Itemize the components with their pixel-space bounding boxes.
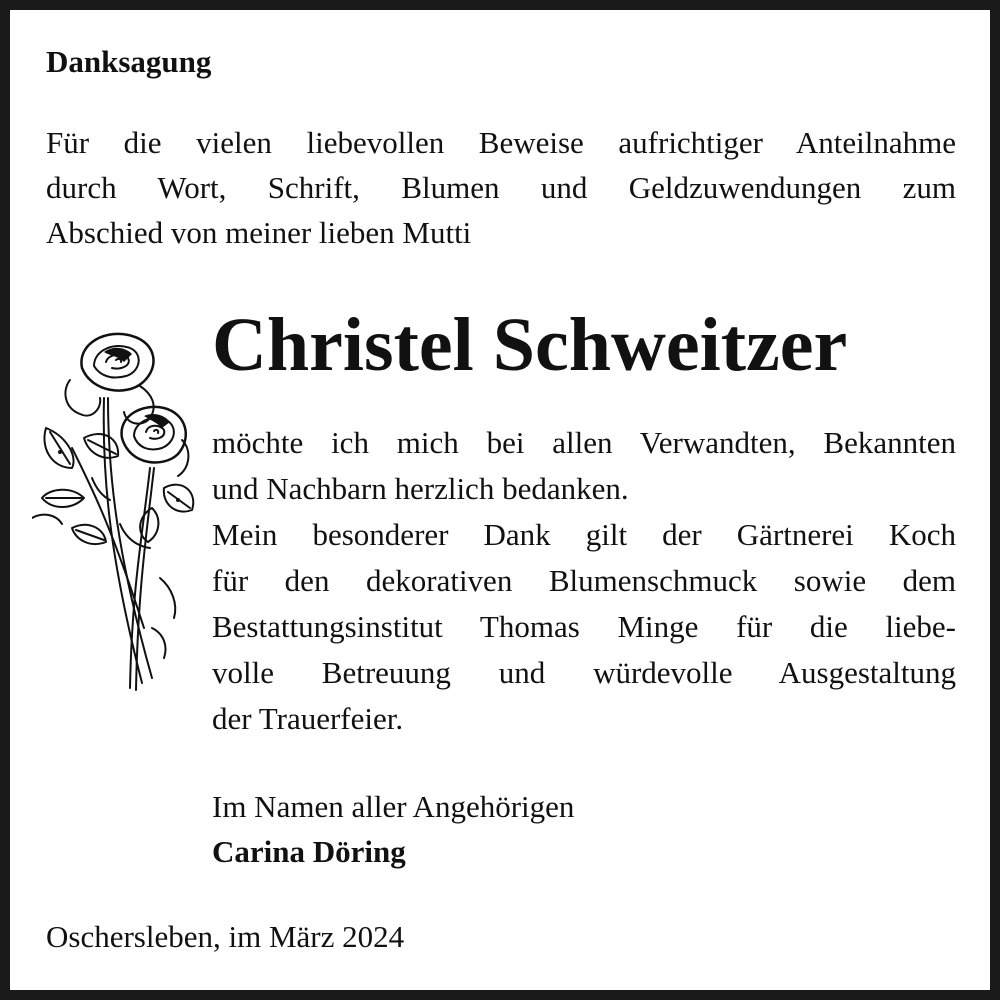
- intro-line: Für die vielen liebevollen Beweise aufrichtiger Anteilnahme: [46, 125, 956, 160]
- thanks-line: volle Betreuung und würdevolle Ausgestaltung: [212, 655, 956, 690]
- thanks-paragraph: [212, 420, 956, 742]
- intro-line: durch Wort, Schrift, Blumen und Geldzuwendungen zum: [46, 170, 956, 205]
- thanks-line: der Trauerfeier.: [212, 701, 404, 736]
- roses-illustration: [32, 328, 200, 698]
- signer-name: Carina Döring: [212, 834, 406, 869]
- closing-line: Im Namen aller Angehörigen: [212, 789, 575, 824]
- thanks-line: Bestattungsinstitut Thomas Minge für die liebe-: [212, 609, 956, 644]
- thanks-line: für den dekorativen Blumenschmuck sowie dem: [212, 563, 956, 598]
- place-date: Oschersleben, im März 2024: [46, 919, 405, 954]
- intro-line: Abschied von meiner lieben Mutti: [46, 215, 472, 250]
- notice-heading: Danksagung: [46, 44, 212, 79]
- intro-paragraph: [46, 120, 956, 255]
- thanks-line: Mein besonderer Dank gilt der Gärtnerei Koch: [212, 517, 956, 552]
- thanks-line: und Nachbarn herzlich bedanken.: [212, 471, 629, 506]
- deceased-name: Christel Schweitzer: [212, 303, 848, 387]
- thanks-line: möchte ich mich bei allen Verwandten, Bekannten: [212, 425, 956, 460]
